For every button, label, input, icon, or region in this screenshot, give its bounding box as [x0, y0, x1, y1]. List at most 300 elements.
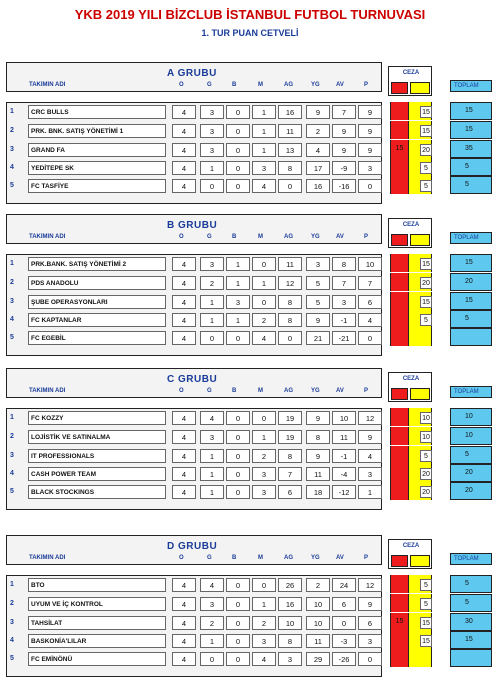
ceza-red-swatch — [391, 555, 408, 567]
toplam-header: TOPLAM — [450, 553, 492, 565]
team-name: FC TASFİYE — [28, 179, 166, 193]
stat-cell: 4 — [172, 652, 196, 666]
stat-cell: 1 — [252, 143, 276, 157]
stat-column-header: P — [364, 555, 369, 561]
ceza-red-cell — [390, 292, 408, 310]
ceza-header — [388, 372, 432, 402]
ceza-value: 5 — [420, 162, 432, 174]
toplam-cell: 35 — [450, 140, 492, 158]
stat-cell: -1 — [332, 449, 356, 463]
stat-cell: 21 — [306, 331, 330, 345]
stat-cell: 4 — [358, 313, 382, 327]
row-number: 1 — [10, 414, 14, 421]
stat-cell: 10 — [332, 411, 356, 425]
ceza-yellow-cell — [408, 408, 432, 426]
stat-cell: 3 — [252, 485, 276, 499]
stat-cell: 3 — [358, 161, 382, 175]
toplam-header: TOPLAM — [450, 232, 492, 244]
row-number: 4 — [10, 164, 14, 171]
stat-cell: 4 — [172, 257, 196, 271]
stat-cell: 6 — [278, 485, 302, 499]
stat-cell: 0 — [278, 331, 302, 345]
stat-cell: 11 — [306, 467, 330, 481]
ceza-value: 5 — [420, 180, 432, 192]
table-row — [0, 446, 500, 464]
stat-cell: 0 — [226, 143, 250, 157]
row-number: 1 — [10, 108, 14, 115]
stat-cell: 9 — [358, 430, 382, 444]
stat-cell: 4 — [172, 578, 196, 592]
stat-cell: 0 — [226, 161, 250, 175]
row-number: 3 — [10, 146, 14, 153]
ceza-yellow-cell — [408, 273, 432, 291]
stat-cell: 1 — [252, 597, 276, 611]
toplam-cell: 5 — [450, 575, 492, 593]
stat-cell: 4 — [172, 485, 196, 499]
table-row — [0, 575, 500, 593]
ceza-red-cell — [390, 158, 408, 176]
team-name: YEDİTEPE SK — [28, 161, 166, 175]
stat-cell: 6 — [332, 597, 356, 611]
stat-cell: 0 — [226, 105, 250, 119]
group-panel — [0, 535, 500, 685]
team-name: FC EMİNÖNÜ — [28, 652, 166, 666]
stat-cell: 2 — [306, 124, 330, 138]
toplam-cell: 30 — [450, 613, 492, 631]
table-row — [0, 121, 500, 139]
stat-column-header: O — [179, 388, 184, 394]
ceza-yellow-cell — [408, 121, 432, 139]
stat-cell: 24 — [332, 578, 356, 592]
ceza-yellow-cell — [408, 594, 432, 612]
table-row — [0, 427, 500, 445]
ceza-value: 15 — [420, 125, 432, 137]
stat-column-header: G — [207, 388, 212, 394]
ceza-red-cell — [390, 446, 408, 464]
stat-cell: 0 — [226, 485, 250, 499]
stat-column-header: AV — [336, 82, 344, 88]
team-name: FC KOZZY — [28, 411, 166, 425]
row-number: 5 — [10, 655, 14, 662]
stat-cell: 3 — [200, 597, 224, 611]
stat-cell: 9 — [358, 124, 382, 138]
stat-cell: 17 — [306, 161, 330, 175]
ceza-value: 20 — [420, 144, 432, 156]
stat-cell: 1 — [200, 313, 224, 327]
stat-cell: 1 — [358, 485, 382, 499]
stat-cell: 0 — [358, 331, 382, 345]
ceza-label: CEZA — [402, 222, 420, 228]
team-name: FC KAPTANLAR — [28, 313, 166, 327]
ceza-value: 20 — [420, 486, 432, 498]
stat-column-header: O — [179, 82, 184, 88]
table-row — [0, 102, 500, 120]
row-number: 4 — [10, 470, 14, 477]
stat-cell: 29 — [306, 652, 330, 666]
stat-column-header: B — [232, 82, 237, 88]
ceza-header — [388, 218, 432, 248]
ceza-red-cell — [390, 102, 408, 120]
stat-cell: 3 — [226, 295, 250, 309]
stat-column-header: AG — [284, 234, 293, 240]
stat-column-header: AV — [336, 234, 344, 240]
ceza-label: CEZA — [402, 543, 420, 549]
toplam-cell: 20 — [450, 482, 492, 500]
table-row — [0, 631, 500, 649]
ceza-red-cell — [390, 482, 408, 500]
toplam-header: TOPLAM — [450, 386, 492, 398]
ceza-yellow-cell — [408, 649, 432, 667]
table-row — [0, 594, 500, 612]
row-number: 5 — [10, 182, 14, 189]
stat-cell: 4 — [306, 143, 330, 157]
stat-cell: 1 — [226, 313, 250, 327]
stat-cell: 0 — [252, 295, 276, 309]
row-number: 4 — [10, 316, 14, 323]
ceza-red-cell — [390, 121, 408, 139]
toplam-cell: 5 — [450, 176, 492, 194]
stat-cell: 11 — [332, 430, 356, 444]
ceza-red-cell: 15 — [390, 140, 408, 158]
stat-cell: 7 — [332, 105, 356, 119]
row-number: 3 — [10, 298, 14, 305]
stat-cell: 6 — [358, 295, 382, 309]
table-row — [0, 158, 500, 176]
stat-cell: 5 — [306, 276, 330, 290]
ceza-red-cell — [390, 408, 408, 426]
stat-cell: 4 — [172, 616, 196, 630]
ceza-value: 15 — [420, 296, 432, 308]
ceza-red-cell — [390, 427, 408, 445]
stat-cell: 2 — [200, 616, 224, 630]
team-name: GRAND FA — [28, 143, 166, 157]
team-name: FC EGEBİL — [28, 331, 166, 345]
stat-cell: 3 — [358, 467, 382, 481]
stat-cell: 3 — [252, 161, 276, 175]
stat-cell: 3 — [200, 143, 224, 157]
ceza-value: 15 — [420, 258, 432, 270]
ceza-value: 5 — [420, 579, 432, 591]
row-number: 4 — [10, 637, 14, 644]
ceza-red-cell — [390, 310, 408, 328]
ceza-red-cell — [390, 328, 408, 346]
table-row — [0, 292, 500, 310]
stat-cell: 11 — [278, 124, 302, 138]
stat-cell: 0 — [252, 578, 276, 592]
stat-cell: 4 — [172, 143, 196, 157]
toplam-cell: 20 — [450, 273, 492, 291]
stat-cell: 9 — [332, 143, 356, 157]
stat-column-header: G — [207, 555, 212, 561]
stat-cell: 0 — [226, 652, 250, 666]
ceza-yellow-cell — [408, 464, 432, 482]
stat-cell: 0 — [226, 411, 250, 425]
stat-cell: 6 — [358, 616, 382, 630]
stat-cell: 4 — [172, 313, 196, 327]
ceza-value: 5 — [420, 598, 432, 610]
stat-cell: 16 — [278, 597, 302, 611]
stat-column-header: M — [258, 82, 263, 88]
stat-cell: 4 — [172, 467, 196, 481]
stat-cell: 9 — [306, 313, 330, 327]
stat-cell: 3 — [252, 634, 276, 648]
group-header — [6, 368, 382, 398]
toplam-cell: 5 — [450, 158, 492, 176]
team-column-header: TAKIMIN ADI — [29, 234, 66, 240]
ceza-value: 10 — [420, 431, 432, 443]
ceza-value: 5 — [420, 450, 432, 462]
stat-cell: 4 — [172, 276, 196, 290]
row-number: 3 — [10, 452, 14, 459]
stat-cell: 0 — [226, 449, 250, 463]
row-number: 3 — [10, 619, 14, 626]
stat-cell: 9 — [358, 105, 382, 119]
stat-cell: 0 — [358, 652, 382, 666]
stat-cell: 10 — [278, 616, 302, 630]
table-row — [0, 328, 500, 346]
stat-cell: 2 — [252, 616, 276, 630]
group-header — [6, 214, 382, 244]
group-name: A GRUBU — [167, 68, 217, 79]
ceza-yellow-cell — [408, 631, 432, 649]
stat-cell: -1 — [332, 313, 356, 327]
stat-column-header: M — [258, 234, 263, 240]
toplam-cell: 5 — [450, 310, 492, 328]
stat-cell: 1 — [200, 161, 224, 175]
stat-cell: 3 — [200, 105, 224, 119]
toplam-cell: 5 — [450, 446, 492, 464]
stat-column-header: P — [364, 82, 369, 88]
ceza-value: 15 — [420, 635, 432, 647]
group-panel — [0, 214, 500, 364]
ceza-red-cell — [390, 649, 408, 667]
toplam-cell — [450, 328, 492, 346]
stat-cell: 4 — [252, 179, 276, 193]
table-row — [0, 464, 500, 482]
stat-cell: 0 — [226, 597, 250, 611]
stat-cell: 16 — [306, 179, 330, 193]
stat-cell: 3 — [200, 124, 224, 138]
stat-cell: -26 — [332, 652, 356, 666]
row-number: 5 — [10, 488, 14, 495]
ceza-yellow-swatch — [410, 388, 430, 400]
stat-column-header: P — [364, 388, 369, 394]
toplam-cell: 15 — [450, 254, 492, 272]
stat-cell: -4 — [332, 467, 356, 481]
stat-cell: 7 — [278, 467, 302, 481]
team-column-header: TAKIMIN ADI — [29, 388, 66, 394]
ceza-yellow-cell — [408, 310, 432, 328]
stat-cell: 11 — [278, 257, 302, 271]
ceza-value: 10 — [420, 412, 432, 424]
table-row — [0, 273, 500, 291]
row-number: 2 — [10, 127, 14, 134]
table-row — [0, 140, 500, 158]
ceza-header — [388, 66, 432, 96]
stat-cell: 18 — [306, 485, 330, 499]
toplam-cell: 15 — [450, 121, 492, 139]
stat-cell: 4 — [172, 105, 196, 119]
stat-cell: 4 — [172, 295, 196, 309]
stat-column-header: YG — [311, 234, 320, 240]
ceza-yellow-cell — [408, 254, 432, 272]
stat-cell: 8 — [306, 430, 330, 444]
ceza-value: 15 — [420, 617, 432, 629]
ceza-yellow-cell — [408, 292, 432, 310]
team-column-header: TAKIMIN ADI — [29, 555, 66, 561]
stat-cell: 3 — [200, 430, 224, 444]
table-row — [0, 254, 500, 272]
ceza-red-cell — [390, 594, 408, 612]
stat-cell: 9 — [306, 411, 330, 425]
team-name: BLACK STOCKINGS — [28, 485, 166, 499]
stat-cell: 8 — [278, 313, 302, 327]
stat-cell: 4 — [252, 652, 276, 666]
stat-column-header: YG — [311, 82, 320, 88]
stat-cell: -12 — [332, 485, 356, 499]
stat-cell: 4 — [200, 411, 224, 425]
ceza-yellow-cell — [408, 482, 432, 500]
team-name: PDS ANADOLU — [28, 276, 166, 290]
stat-cell: 9 — [306, 105, 330, 119]
stat-cell: 10 — [306, 597, 330, 611]
group-panel — [0, 62, 500, 212]
stat-cell: 0 — [226, 634, 250, 648]
stat-cell: 2 — [306, 578, 330, 592]
team-name: PRK. BNK. SATIŞ YÖNETİMİ 1 — [28, 124, 166, 138]
ceza-value: 5 — [420, 314, 432, 326]
row-number: 2 — [10, 600, 14, 607]
stat-column-header: AV — [336, 388, 344, 394]
ceza-red-swatch — [391, 82, 408, 94]
page-title: YKB 2019 YILI BİZCLUB İSTANBUL FUTBOL TURNUVASI — [74, 7, 426, 22]
toplam-cell: 5 — [450, 594, 492, 612]
stat-cell: 2 — [200, 276, 224, 290]
stat-cell: 3 — [252, 467, 276, 481]
team-name: ŞUBE OPERASYONLARI — [28, 295, 166, 309]
ceza-red-cell — [390, 273, 408, 291]
stat-column-header: B — [232, 234, 237, 240]
stat-cell: 3 — [278, 652, 302, 666]
ceza-red-cell — [390, 254, 408, 272]
stat-cell: 1 — [226, 276, 250, 290]
row-number: 2 — [10, 279, 14, 286]
ceza-red-swatch — [391, 388, 408, 400]
stat-cell: 7 — [358, 276, 382, 290]
stat-cell: 0 — [226, 467, 250, 481]
stat-cell: 4 — [172, 161, 196, 175]
toplam-cell: 20 — [450, 464, 492, 482]
stat-cell: 9 — [358, 143, 382, 157]
stat-cell: 2 — [252, 449, 276, 463]
stat-cell: 4 — [200, 578, 224, 592]
team-name: TAHSİLAT — [28, 616, 166, 630]
stat-cell: 4 — [172, 179, 196, 193]
stat-cell: 12 — [358, 578, 382, 592]
stat-cell: 4 — [252, 331, 276, 345]
stat-cell: 0 — [226, 616, 250, 630]
ceza-yellow-cell — [408, 176, 432, 194]
stat-cell: 4 — [172, 430, 196, 444]
stat-column-header: B — [232, 555, 237, 561]
stat-cell: 4 — [172, 597, 196, 611]
stat-cell: 0 — [200, 331, 224, 345]
stat-cell: 4 — [172, 331, 196, 345]
stat-cell: 1 — [252, 105, 276, 119]
stat-cell: 13 — [278, 143, 302, 157]
stat-column-header: M — [258, 555, 263, 561]
stat-column-header: P — [364, 234, 369, 240]
team-name: CRC BULLS — [28, 105, 166, 119]
page-subtitle: 1. TUR PUAN CETVELİ — [201, 28, 299, 38]
ceza-red-swatch — [391, 234, 408, 246]
ceza-yellow-cell — [408, 102, 432, 120]
stat-cell: 0 — [252, 411, 276, 425]
table-row — [0, 482, 500, 500]
stat-cell: 1 — [200, 467, 224, 481]
ceza-red-cell — [390, 575, 408, 593]
team-name: BTO — [28, 578, 166, 592]
stat-cell: -9 — [332, 161, 356, 175]
stat-cell: 16 — [278, 105, 302, 119]
row-number: 1 — [10, 260, 14, 267]
row-number: 5 — [10, 334, 14, 341]
stat-cell: 9 — [306, 449, 330, 463]
row-number: 2 — [10, 433, 14, 440]
stat-cell: 1 — [200, 634, 224, 648]
stat-cell: 3 — [358, 634, 382, 648]
group-header — [6, 62, 382, 92]
stat-cell: 0 — [226, 430, 250, 444]
toplam-cell: 15 — [450, 102, 492, 120]
stat-column-header: O — [179, 555, 184, 561]
table-row — [0, 310, 500, 328]
team-name: PRK.BANK. SATIŞ YÖNETİMİ 2 — [28, 257, 166, 271]
stat-cell: 1 — [252, 430, 276, 444]
ceza-yellow-swatch — [410, 555, 430, 567]
stat-cell: 1 — [226, 257, 250, 271]
toplam-cell: 10 — [450, 408, 492, 426]
stat-cell: 10 — [306, 616, 330, 630]
toplam-header: TOPLAM — [450, 80, 492, 92]
ceza-red-cell — [390, 176, 408, 194]
stat-column-header: AV — [336, 555, 344, 561]
stat-cell: 8 — [278, 161, 302, 175]
ceza-yellow-swatch — [410, 82, 430, 94]
stat-cell: 1 — [200, 295, 224, 309]
stat-column-header: AG — [284, 388, 293, 394]
stat-cell: 19 — [278, 430, 302, 444]
stat-cell: 12 — [358, 411, 382, 425]
stat-cell: 1 — [200, 485, 224, 499]
ceza-value: 20 — [420, 277, 432, 289]
stat-cell: 0 — [200, 179, 224, 193]
stat-column-header: G — [207, 234, 212, 240]
stat-cell: -3 — [332, 634, 356, 648]
ceza-value: 15 — [420, 106, 432, 118]
stat-cell: 0 — [252, 257, 276, 271]
stat-cell: 19 — [278, 411, 302, 425]
ceza-yellow-swatch — [410, 234, 430, 246]
ceza-yellow-cell — [408, 613, 432, 631]
stat-cell: 0 — [332, 616, 356, 630]
team-name: IT PROFESSIONALS — [28, 449, 166, 463]
ceza-label: CEZA — [402, 70, 420, 76]
group-name: D GRUBU — [167, 541, 218, 552]
stat-cell: 0 — [226, 124, 250, 138]
stat-column-header: AG — [284, 555, 293, 561]
stat-cell: 1 — [200, 449, 224, 463]
